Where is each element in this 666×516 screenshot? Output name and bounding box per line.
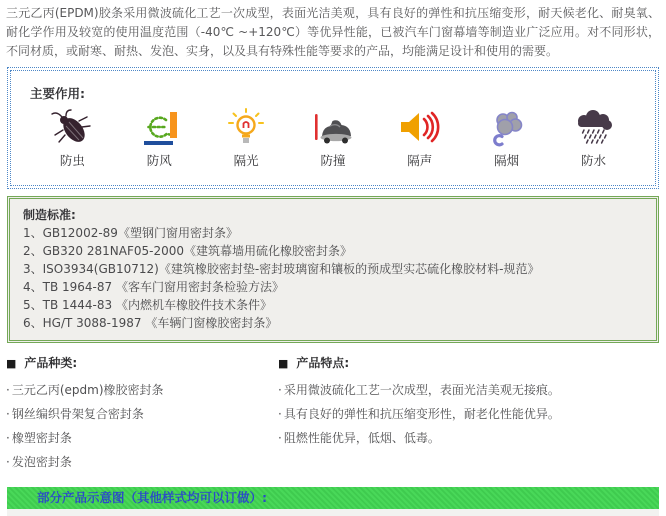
function-item-water [557, 108, 629, 169]
categories-header-text: 产品种类: [24, 356, 78, 370]
light-bulb-icon [223, 108, 269, 148]
category-text: 发泡密封条 [11, 455, 72, 469]
dot-bullet: · [278, 407, 282, 421]
dot-bullet: · [278, 383, 282, 397]
feature-item [278, 431, 660, 446]
manufacturing-standards-box [7, 196, 659, 343]
dot-bullet: · [6, 383, 10, 397]
rain-cloud-icon [570, 108, 616, 148]
feature-text: 阻燃性能优异，低烟、低毒。 [283, 431, 440, 445]
function-label: 防风 [146, 153, 172, 168]
features-header-text: 产品特点: [296, 356, 350, 370]
main-functions-box [7, 67, 659, 189]
product-categories-column [6, 352, 278, 479]
product-features-column [278, 352, 660, 479]
standards-list [23, 224, 643, 332]
dot-bullet: · [6, 431, 10, 445]
feature-item [278, 383, 660, 398]
smoke-cloud-icon [484, 108, 530, 148]
standards-title: 制造标准: [23, 208, 76, 222]
intro-paragraph: 三元乙丙(EPDM)胶条采用微波硫化工艺一次成型，表面光洁美观，具有良好的弹性和抗压缩变形，耐天候老化、耐臭氧、耐化学作用及较宽的使用温度范围（-40℃ ~+120℃）等优异性能，已被汽车门窗幕墙等制造业广泛应用。对不同形状，不同材质，或耐寒、耐热、发泡、实身，以及具有特殊性能等要求的产品，均能满足设计和使用的需要。 [6, 6, 660, 58]
details-columns [6, 352, 660, 479]
square-bullet-icon: ■ [6, 357, 17, 370]
features-list [278, 383, 660, 446]
function-item-wind [123, 108, 195, 169]
function-item-smoke [471, 108, 543, 169]
wind-icon [136, 108, 182, 148]
categories-list [6, 383, 278, 470]
speaker-icon [397, 108, 443, 148]
main-functions-title: 主要作用: [30, 86, 85, 101]
standard-item: 1、GB12002-89《塑钢门窗用密封条》 [23, 226, 238, 240]
categories-header [6, 354, 278, 371]
bumper-car-icon [310, 108, 356, 148]
category-text: 橡塑密封条 [11, 431, 72, 445]
feature-text: 具有良好的弹性和抗压缩变形性，耐老化性能优异。 [283, 407, 560, 421]
dot-bullet: · [278, 431, 282, 445]
features-header [278, 354, 660, 371]
category-item [6, 455, 278, 470]
function-icons-row [11, 102, 655, 169]
function-item-collision [297, 108, 369, 169]
standard-item: 3、ISO3934(GB10712)《建筑橡胶密封垫-密封玻璃窗和镶板的预成型实芯硫化橡胶材料-规范》 [23, 262, 540, 276]
function-label: 隔声 [407, 153, 433, 168]
function-label: 隔光 [233, 153, 259, 168]
function-item-sound [384, 108, 456, 169]
function-label: 防水 [580, 153, 606, 168]
function-item-light [210, 108, 282, 169]
square-bullet-icon: ■ [278, 357, 289, 370]
standard-item: 2、GB320 281NAF05-2000《建筑幕墙用硫化橡胶密封条》 [23, 244, 353, 258]
dot-bullet: · [6, 407, 10, 421]
function-label: 隔烟 [494, 153, 520, 168]
function-label: 防撞 [320, 153, 346, 168]
standard-item: 4、TB 1964-87 《客车门窗用密封条检验方法》 [23, 280, 284, 294]
feature-text: 采用微波硫化工艺一次成型，表面光洁美观无接痕。 [283, 383, 560, 397]
function-label: 防虫 [59, 153, 85, 168]
product-diagrams-banner: 部分产品示意图（其他样式均可以订做）: [7, 487, 659, 509]
category-text: 三元乙丙(epdm)橡胶密封条 [11, 383, 164, 397]
bug-icon [49, 108, 95, 148]
standard-item: 5、TB 1444-83 《内燃机车橡胶件技术条件》 [23, 298, 272, 312]
category-item [6, 383, 278, 398]
bottom-strip [7, 509, 659, 516]
category-text: 钢丝编织骨架复合密封条 [11, 407, 144, 421]
category-item [6, 431, 278, 446]
dot-bullet: · [6, 455, 10, 469]
main-functions-inner [10, 70, 656, 186]
function-item-insect [36, 108, 108, 169]
category-item [6, 407, 278, 422]
feature-item [278, 407, 660, 422]
standard-item: 6、HG/T 3088-1987 《车辆门窗橡胶密封条》 [23, 316, 278, 330]
